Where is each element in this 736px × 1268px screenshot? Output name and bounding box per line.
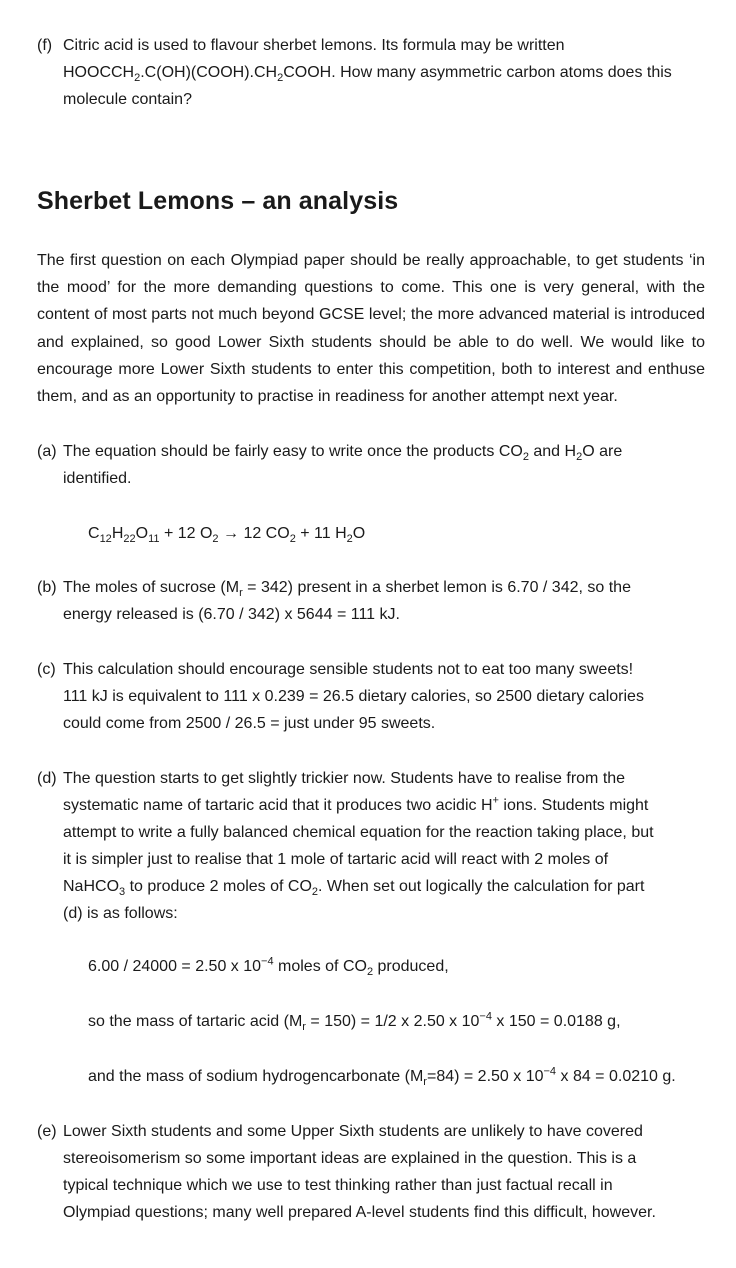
answer-a	[37, 438, 709, 492]
answer-d	[37, 765, 709, 927]
question-f-line-1: Citric acid is used to flavour sherbet lemons. Its formula may be written	[63, 37, 565, 54]
answer-e-line-1: Lower Sixth students and some Upper Sixth students are unlikely to have covered	[63, 1123, 643, 1140]
answer-a-label: (a)	[37, 443, 57, 460]
answer-c-line-3: could come from 2500 / 26.5 = just under 95 sweets.	[63, 715, 436, 732]
combustion-equation: $C_{12}H_{22}O_{11} + 12$ $O_2 \to 12$ $CO_2 + 11$ $H_2O$	[88, 525, 366, 546]
answer-c-label: (c)	[37, 661, 56, 678]
calc-line-1: 6.00 / 24000 = 2.50 x $10^{-4}$ moles of $CO_2$ produced,	[88, 955, 449, 979]
answer-d-label: (d)	[37, 770, 57, 787]
question-f-line-3: molecule contain?	[63, 91, 192, 108]
answer-d-line-2: systematic name of tartaric acid that it produces two acidic H+ ions. Students might	[63, 794, 649, 814]
answer-d-line-3: attempt to write a fully balanced chemical equation for the reaction taking place, but	[63, 824, 654, 841]
answer-b-line-2: energy released is (6.70 / 342) x 5644 = 111 kJ.	[63, 606, 400, 623]
question-f-formula-line: $HOOCCH_2.C(OH)(COOH).CH_2COOH$. How many asymmetric carbon atoms does this	[63, 64, 672, 85]
answer-c-line-1: This calculation should encourage sensible students not to eat too many sweets!	[63, 661, 634, 678]
question-f	[37, 32, 709, 113]
section-heading: Sherbet Lemons – an analysis	[37, 187, 399, 215]
answer-d-line-4: it is simpler just to realise that 1 mole of tartaric acid will react with 2 moles of	[63, 851, 609, 868]
answer-b-label: (b)	[37, 579, 57, 596]
answer-c	[37, 656, 709, 737]
answer-e-line-3: typical technique which we use to test thinking rather than just factual recall in	[63, 1177, 613, 1194]
answer-d-line-5: NaHCO$_3$ to produce 2 moles of $CO_2$. When set out logically the calculation for part	[63, 878, 645, 899]
question-f-label: (f)	[37, 37, 53, 54]
answer-a-line-1: The equation should be fairly easy to write once the products $CO_2$ and $H_2O$ are	[63, 443, 623, 464]
answer-d-line-6: (d) is as follows:	[63, 905, 178, 922]
answer-b-line-1: The moles of sucrose $(M_r = 342)$ present in a sherbet lemon is 6.70 / 342, so the	[63, 579, 631, 600]
answer-e	[37, 1118, 709, 1226]
answer-b	[37, 574, 709, 628]
answer-d-line-1: The question starts to get slightly trickier now. Students have to realise from the	[63, 770, 626, 787]
calc-line-2: so the mass of tartaric acid $(M_r = 150) = 1/2$ x 2.50 x $10^{-4}$ x 150 = 0.0188 g,	[88, 1010, 621, 1034]
answer-e-line-4: Olympiad questions; many well prepared A-level students find this difficult, however.	[63, 1204, 656, 1221]
answer-a-line-2: identified.	[63, 470, 132, 487]
answer-e-line-2: stereoisomerism so some important ideas are explained in the question. This is a	[63, 1150, 637, 1167]
answer-e-label: (e)	[37, 1123, 57, 1140]
calc-line-3: and the mass of sodium hydrogencarbonate $(M_r=84) = 2.50$ x $10^{-4}$ x 84 = 0.0210 g.	[88, 1065, 676, 1089]
intro-paragraph: The first question on each Olympiad paper should be really approachable, to get students ‘in the mood’ for the more demanding questions to come. This one is very general, with the content of most parts not much beyond GCSE level; the more advanced material is introduced and explained, so good Lower Sixth students should be able to do well. We would like to encourage more Lower Sixth students to enter this competition, both to interest and enthuse them, and as an opportunity to practise in readiness for another attempt next year.	[37, 252, 705, 406]
answer-c-line-2: 111 kJ is equivalent to 111 x 0.239 = 26.5 dietary calories, so 2500 dietary calories	[63, 688, 644, 705]
